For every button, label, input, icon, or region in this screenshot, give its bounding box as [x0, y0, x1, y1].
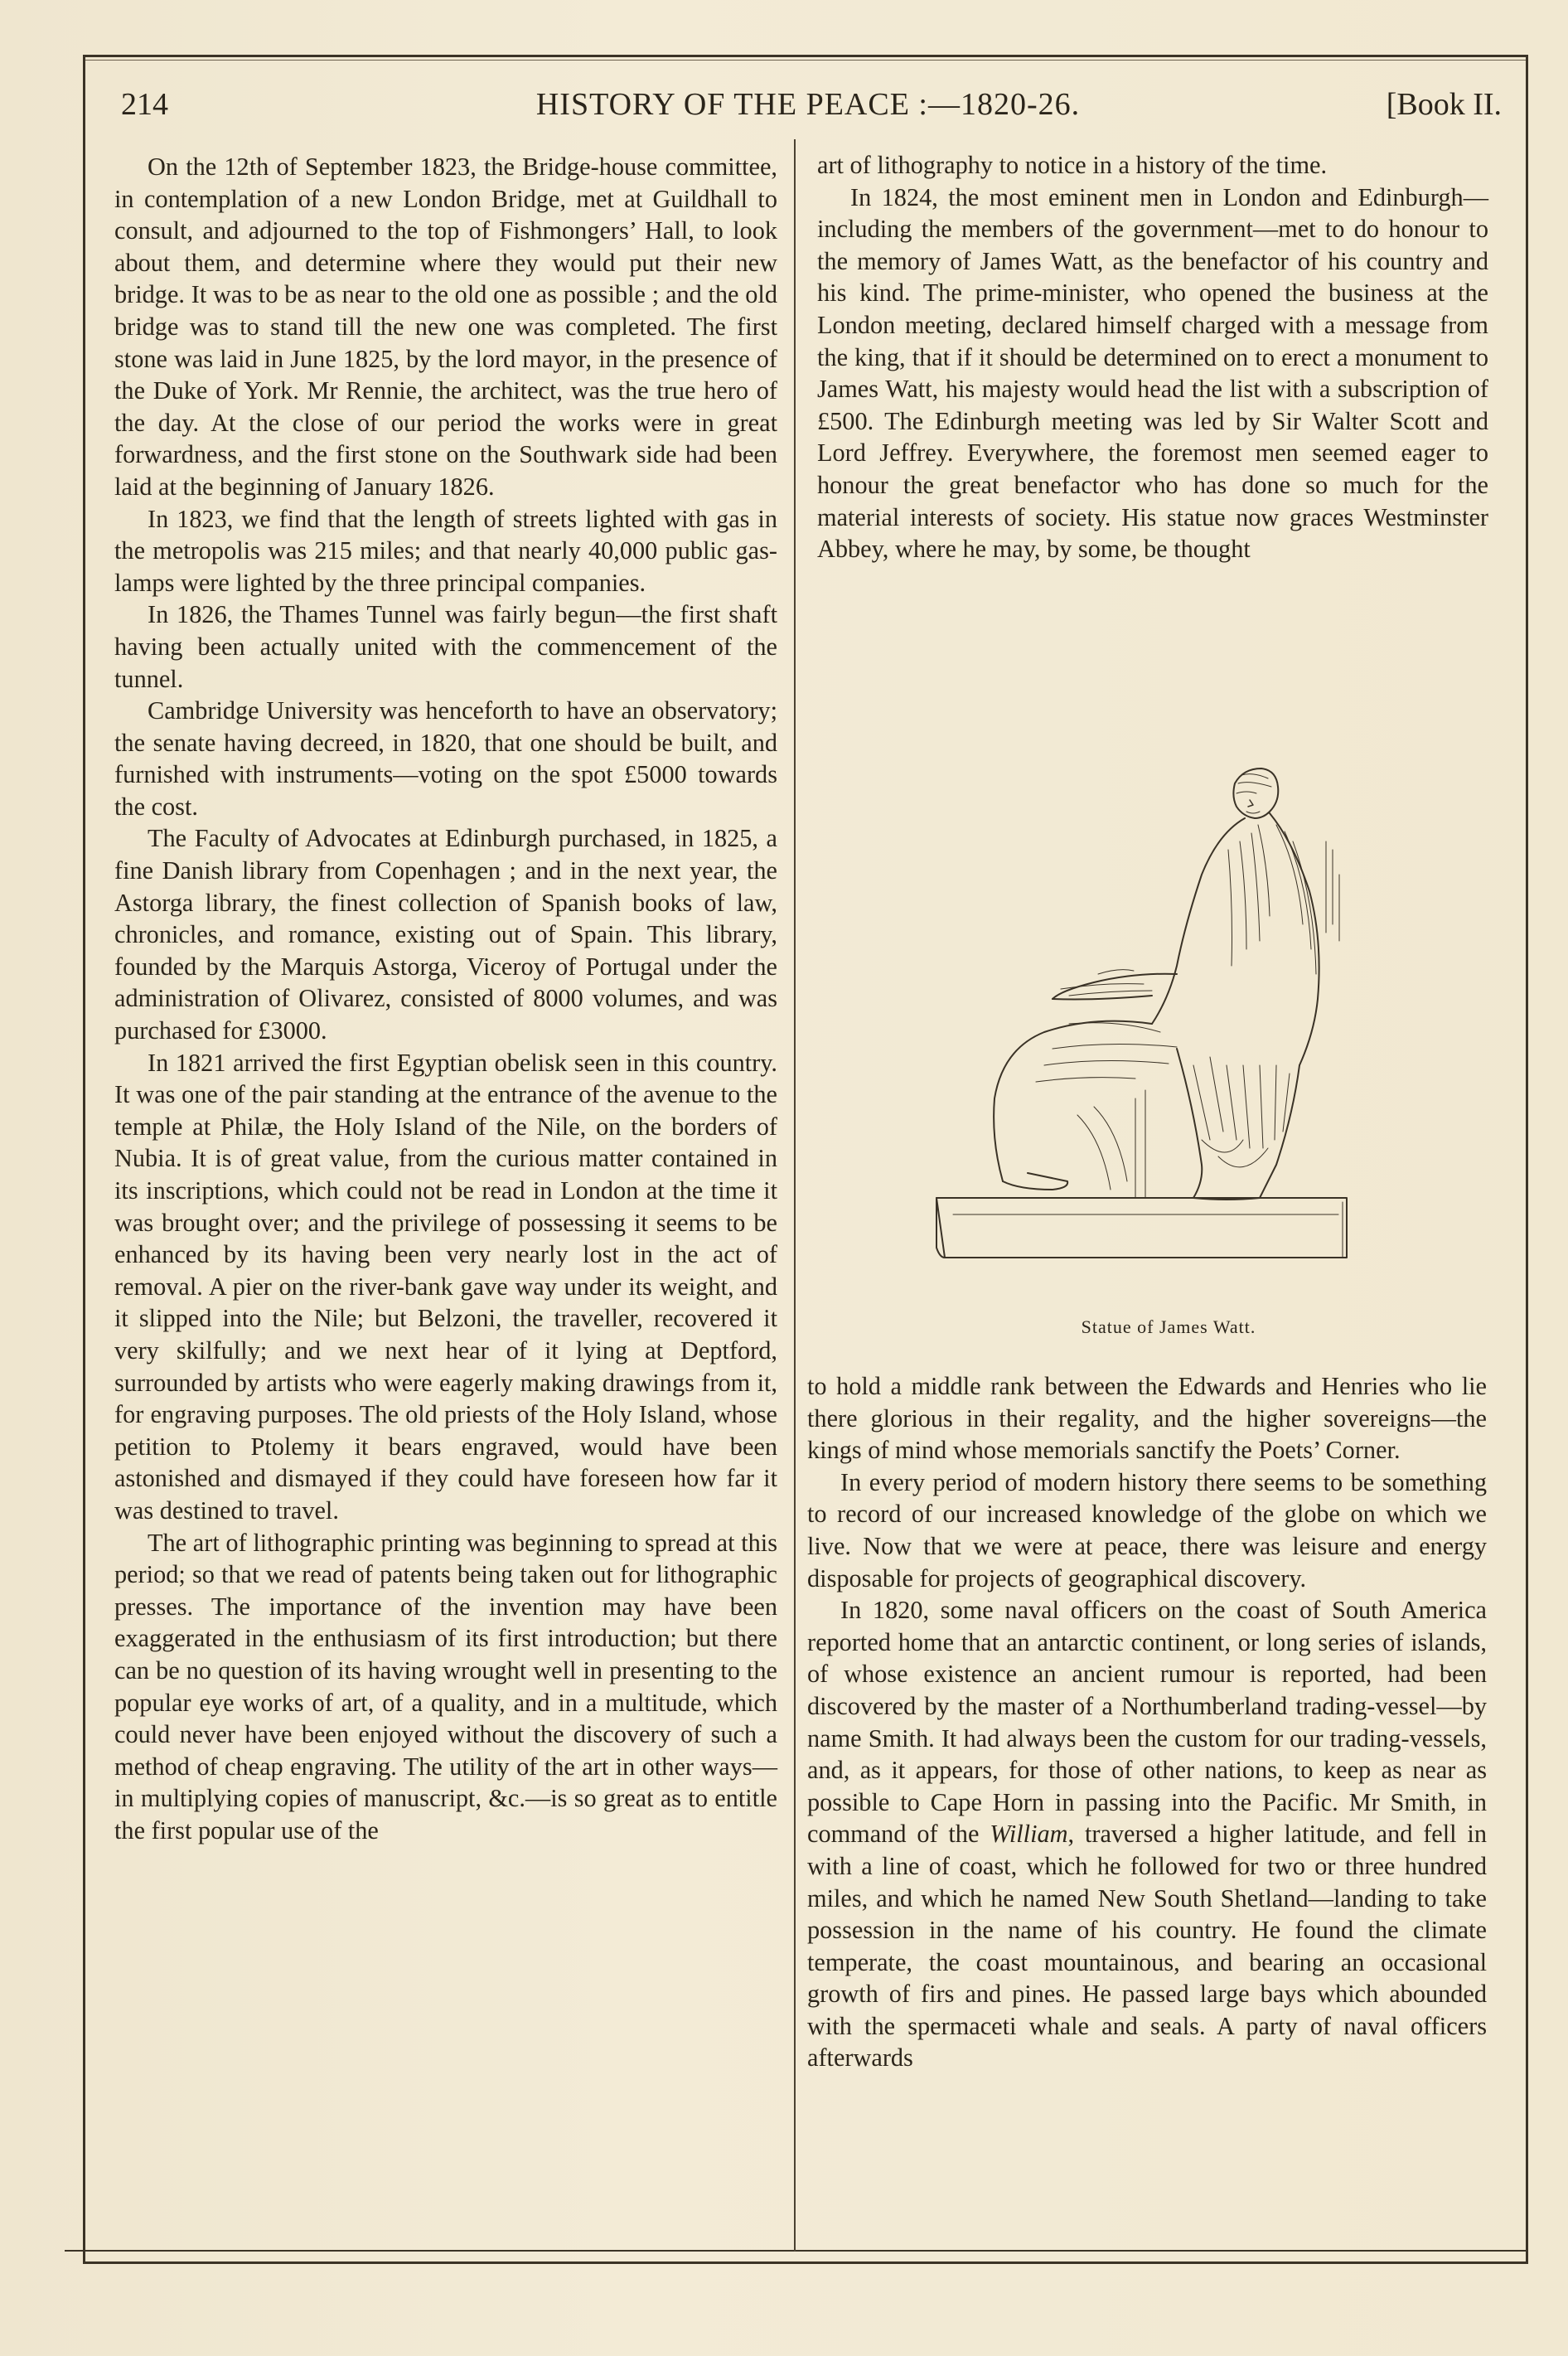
- top-border-inner-rule: [83, 60, 1528, 61]
- left-border-rule: [83, 55, 85, 2261]
- running-header: [114, 86, 1502, 136]
- paragraph-london-bridge: On the 12th of September 1823, the Bridge-house committee, in contemplation of a new London Bridge, met at Guildhall to consult, and adjourned to the top of Fishmongers’ Hall, to look about them, and determine where they would put their new bridge. It was to be as near to the old one as possible ; and the old bridge was to stand till the new one was completed. The first stone was laid in June 1825, by the lord mayor, in the presence of the Duke of York. Mr Rennie, the architect, was the true hero of the day. At the close of our period the works were in great forwardness, and the first stone on the Southwark side had been laid at the beginning of January 1826.: [114, 153, 777, 501]
- paragraph-geographical-discovery: In every period of modern history there seems to be something to record of our increased knowledge of the globe on which we live. Now that we were at peace, there was leisure and energy disposable for projects of geographical discovery.: [807, 1467, 1487, 1592]
- paragraph-advocates-library: The Faculty of Advocates at Edinburgh purchased, in 1825, a fine Danish library from Copenhagen ; and in the next year, the Astorga library, the finest collection of Spanish books of law, chronicles, and romance, existing out of Spain. This library, founded by the Marquis Astorga, Viceroy of Portugal under the administration of Olivarez, consisted of 8000 volumes, and was purchased for £3000.: [114, 824, 777, 1045]
- paragraph-james-watt: In 1824, the most eminent men in London and Edinburgh—including the members of the government—met to do honour to the memory of James Watt, as the benefactor of his country and his kind. The prime-minister, who opened the business at the London meeting, declared himself charged with a message from the king, that if it should be determined on to erect a monument to James Watt, his majesty would head the list with a subscription of £500. The Edinburgh meeting was led by Sir Walter Scott and Lord Jeffrey. Everywhere, the foremost men seemed eager to honour the great benefactor who has done so much for the material interests of society. His statue now graces Westminster Abbey, where he may, by some, be thought: [817, 182, 1488, 564]
- paragraph-lithography-continued: art of lithography to notice in a history of the time.: [817, 151, 1328, 179]
- column-divider: [794, 139, 796, 2252]
- antarctic-text-start: In 1820, some naval officers on the coast of South America reported home that an antarctic continent, or long series of islands, of whose existence an ancient rumour is reported, had been discovered by the master of a Northumberland trading-vessel—by name Smith. It had always been the custom for our trading-vessels, and, as it appears, for those of other nations, to keep as near as possible to Cape Horn in passing into the Pacific. Mr Smith, in command of the: [807, 1596, 1487, 1849]
- paragraph-thames-tunnel: In 1826, the Thames Tunnel was fairly begun—the first shaft having been actually united with the commencement of the tunnel.: [114, 600, 777, 693]
- paragraph-lithography: The art of lithographic printing was beginning to spread at this period; so that we read of patents being taken out for lithographic presses. The importance of the invention may have been exaggerated in the enthusiasm of its first introduction; but there can be no question of its having wrought well in presenting to the popular eye works of art, of a quality, and in a multitude, which could never have been enjoyed without the discovery of such a method of cheap engraving. The utility of the art in other ways—in multiplying copies of manuscript, &c.—is so great as to entitle the first popular use of the: [114, 1528, 777, 1845]
- right-column-bottom: [807, 1370, 1487, 2074]
- book-label: [Book II.: [1386, 87, 1502, 122]
- paragraph-egyptian-obelisk: In 1821 arrived the first Egyptian obelisk seen in this country. It was one of the pair standing at the entrance of the avenue to the temple at Philæ, the Holy Island of the Nile, on the borders of Nubia. It is of great value, from the curious matter contained in its inscriptions, which could not be read in London at the time it was brought over; and the privilege of possessing it seems to be enhanced by its having been very nearly lost in the act of removal. A pier on the river-bank gave way under its weight, and it slipped into the Nile; but Belzoni, the traveller, recovered it very skilfully; and we next hear of it lying at Deptford, surrounded by artists who were eagerly making drawings from it, for engraving purposes. The old priests of the Holy Island, whose petition to Ptolemy it bears engraved, would have been astonished and dismayed if they could have foreseen how far it was destined to travel.: [114, 1048, 777, 1525]
- statue-illustration: [928, 750, 1392, 1297]
- paragraph-james-watt-continued: to hold a middle rank between the Edwards and Henries who lie there glorious in their regality, and the higher sovereigns—the kings of mind whose memorials sanctify the Poets’ Corner.: [807, 1372, 1487, 1465]
- left-column: [114, 151, 777, 1846]
- right-column-top: [817, 149, 1488, 565]
- antarctic-text-end: , traversed a higher latitude, and fell in with a line of coast, which he followed for two or three hundred miles, and which he named New South Shetland—landing to take possession in the name of his country. He found the climate temperate, the coast mountainous, and bearing an occasional growth of firs and pines. He passed large bays which abounded with the spermaceti whale and seals. A party of naval officers afterwards: [807, 1820, 1487, 2072]
- figure-caption: Statue of James Watt.: [1081, 1316, 1256, 1337]
- bottom-border-inner-rule: [65, 2250, 1528, 2252]
- right-border-rule: [1526, 55, 1528, 2261]
- statue-of-james-watt-engraving: [928, 750, 1392, 1297]
- ship-name: William: [990, 1820, 1068, 1849]
- paragraph-gas-lighting: In 1823, we find that the length of streets lighted with gas in the metropolis was 215 miles; and that nearly 40,000 public gas-lamps were lighted by the three principal companies.: [114, 504, 777, 597]
- running-title: HISTORY OF THE PEACE :—1820-26.: [535, 87, 1081, 122]
- top-border-rule: [83, 55, 1528, 57]
- paragraph-antarctic: [807, 1594, 1487, 2074]
- page-number: 214: [121, 87, 168, 122]
- bottom-border-rule: [83, 2261, 1528, 2264]
- paragraph-cambridge-observatory: Cambridge University was henceforth to have an observatory; the senate having decreed, in 1820, that one should be built, and furnished with instruments—voting on the spot £5000 towards the cost.: [114, 696, 777, 821]
